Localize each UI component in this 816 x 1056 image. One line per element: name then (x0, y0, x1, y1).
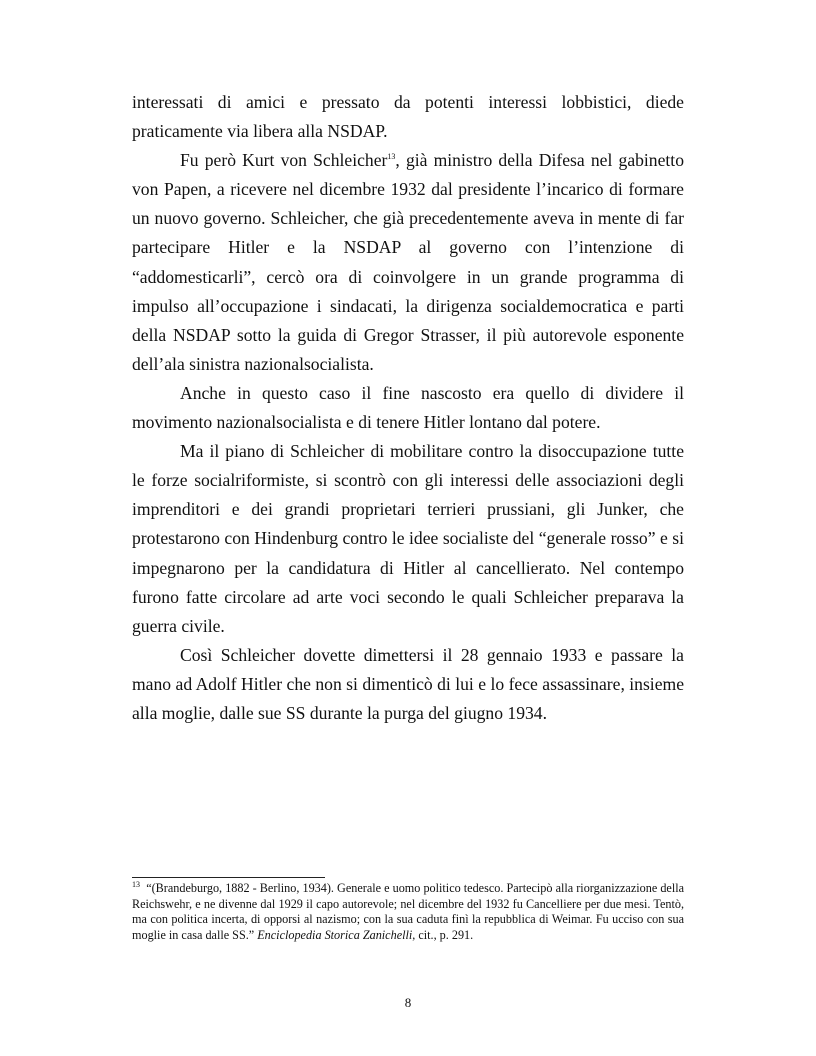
footnote-ref-13[interactable]: 13 (387, 152, 396, 162)
footnote-number: 13 (132, 879, 140, 889)
footnote-13 (132, 881, 684, 944)
page-number: 8 (404, 995, 412, 1010)
paragraph-2-text-a: Fu però Kurt von Schleicher (180, 150, 388, 171)
footnote-source-title: Enciclopedia Storica Zanichelli (257, 928, 413, 943)
paragraph-4: Ma il piano di Schleicher di mobilitare contro la disoccupazione tutte le forze socialriformiste, si scontrò con gli interessi delle associazioni degli imprenditori e dei grandi proprietari terrieri prussiani, gli Junker, che protestarono con Hindenburg contro le idee socialiste del “generale rosso” e si impegnarono per la candidatura di Hitler al cancellierato. Nel contempo furono fatte circolare ad arte voci secondo le quali Schleicher preparava la guerra civile. (132, 441, 684, 636)
main-text (132, 88, 684, 728)
paragraph-1: interessati di amici e pressato da potenti interessi lobbistici, diede praticamente via libera alla NSDAP. (132, 92, 684, 142)
paragraph-2-text-b: , già ministro della Difesa nel gabinetto von Papen, a ricevere nel dicembre 1932 dal presidente l’incarico di formare un nuovo governo. Schleicher, che già precedentemente aveva in mente di far partecipare Hitler e la NSDAP al governo con l’intenzione di “addomesticarli”, cercò ora di coinvolgere in un grande programma di impulso all’occupazione i sindacati, la dirigenza socialdemocratica e parti della NSDAP sotto la guida di Gregor Strasser, il più autorevole esponente dell’ala sinistra nazionalsocialista. (132, 150, 684, 374)
paragraph-3: Anche in questo caso il fine nascosto era quello di dividere il movimento nazionalsocialista e di tenere Hitler lontano dal potere. (132, 382, 684, 433)
footnote-text: “(Brandeburgo, 1882 - Berlino, 1934). Generale e uomo politico tedesco. Partecipò alla riorganizzazione della Reichswehr, e ne divenne dal 1929 il capo autorevole; nel dicembre del 1932 fu Cancelliere per due mesi. Tentò, ma con politica incerta, di opporsi al nazismo; con la sua caduta finì la repubblica di Weimar. Fu ucciso con sua moglie in casa dalle SS.” (132, 881, 685, 943)
footnote-citation: , cit., p. 291. (412, 928, 474, 943)
paragraph-5: Così Schleicher dovette dimettersi il 28 gennaio 1933 e passare la mano ad Adolf Hitler che non si dimenticò di lui e lo fece assassinare, insieme alla moglie, dalle sue SS durante la purga del giugno 1934. (132, 644, 684, 723)
footnote-divider (132, 877, 325, 878)
paragraph-2 (132, 146, 684, 379)
